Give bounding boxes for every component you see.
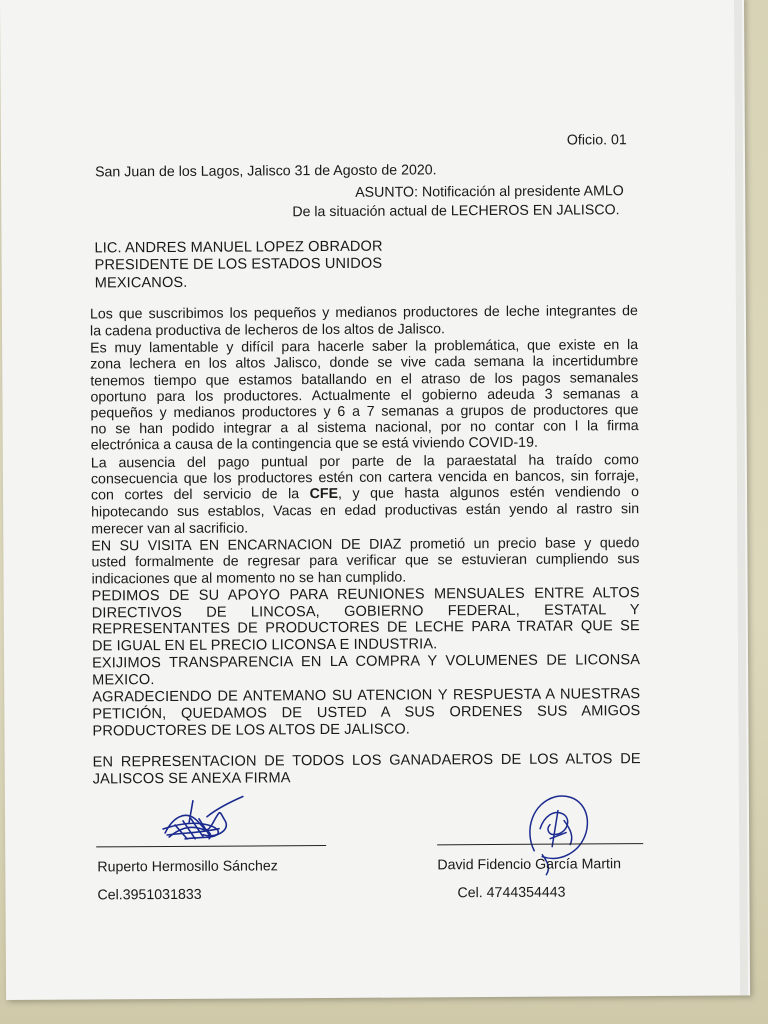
body-line: consecuencia que los productores estén con cartera vencida en bancos, sin forraje, — [90, 468, 639, 488]
place-date: San Juan de los Lagos, Jalisco 31 de Agosto de 2020. — [95, 162, 437, 181]
signatory-right-name: David Fidencio García Martin — [437, 856, 622, 874]
body-line: indicaciones que al momento no se han cumplido. — [91, 569, 407, 588]
body-line: DIRECTIVOS DE LINCOSA, GOBIERNO FEDERAL, ESTATAL Y — [91, 602, 640, 622]
signature-left — [155, 788, 250, 849]
body-line: zona lechera en los altos Jalisco, donde se vive cada semana la incertidumbre — [90, 353, 639, 373]
body-line: la cadena productiva de lecheros de los altos de Jalisco. — [89, 321, 445, 340]
body-line: REPRESENTANTES DE PRODUCTORES DE LECHE PARA TRATAR QUE SE — [91, 618, 640, 638]
body-line: tenemos tiempo que estamos batallando en el atraso de los pagos semanales — [90, 370, 639, 390]
body-line: EN SU VISITA EN ENCARNACION DE DIAZ prometió un precio base y quedo — [91, 535, 640, 555]
recipient-name: LIC. ANDRES MANUEL LOPEZ OBRADOR — [94, 238, 383, 257]
body-line: PETICIÓN, QUEDAMOS DE USTED A SUS ORDENES SUS AMIGOS — [92, 703, 641, 723]
signatory-right-phone: Cel. 4744354443 — [457, 884, 566, 902]
body-line: no se han podido integrar a al sistema nacional, por no contar con l la firma — [90, 418, 639, 438]
recipient-title-2: MEXICANOS. — [94, 274, 188, 292]
body-line: Es muy lamentable y difícil para hacerle saber la problemática, que existe en la — [90, 337, 639, 357]
body-line: pequeños y medianos productores y 6 a 7 semanas a grupos de productores que — [90, 402, 639, 422]
signatory-left-phone: Cel.3951031833 — [97, 886, 202, 904]
body-line: Los que suscribimos los pequeños y medianos productores de leche integrantes de — [89, 303, 638, 323]
body-line: merecer van al sacrificio. — [91, 520, 249, 538]
body-line: electrónica a causa de la contingencia que se está viviendo COVID-19. — [90, 434, 538, 454]
cfe-emphasis: CFE — [309, 485, 339, 503]
body-line: MEXICO. — [92, 672, 155, 689]
body-line: AGRADECIENDO DE ANTEMANO SU ATENCION Y RESPUESTA A NUESTRAS — [92, 686, 641, 706]
body-line: EXIJIMOS TRANSPARENCIA EN LA COMPRA Y VOLUMENES DE LICONSA — [92, 652, 641, 672]
body-line: PEDIMOS DE SU APOYO PARA REUNIONES MENSUALES ENTRE ALTOS — [91, 585, 640, 605]
subject-line-2: De la situación actual de LECHEROS EN JALISCO. — [292, 202, 620, 221]
recipient-title-1: PRESIDENTE DE LOS ESTADOS UNIDOS — [94, 255, 383, 274]
body-line: PRODUCTORES DE LOS ALTOS DE JALISCO. — [92, 721, 410, 740]
body-text: con cortes del servicio de la — [90, 486, 310, 504]
body-line: La ausencia del pago puntual por parte de la paraestatal ha traído como — [90, 452, 639, 472]
body-line: DE IGUAL EN EL PRECIO LICONSA E INDUSTRIA. — [91, 636, 438, 655]
body-line: usted formalmente de regresar para verificar que se estuvieran cumpliendo sus — [91, 551, 640, 571]
reference-number: Oficio. 01 — [566, 132, 627, 149]
body-line: oportuno para los productores. Actualmente el gobierno adeuda 3 semanas a — [90, 386, 639, 406]
body-text: , y que hasta algunos estén vendiendo o — [337, 484, 640, 502]
body-line: EN REPRESENTACION DE TODOS LOS GANADAEROS DE LOS ALTOS DE — [92, 751, 641, 771]
body-line: JALISCOS SE ANEXA FIRMA — [92, 770, 291, 788]
body-line: hipotecando sus establos, Vacas en edad productivas están yendo al rastro sin — [91, 501, 640, 521]
subject-line-1: ASUNTO: Notificación al presidente AMLO — [355, 183, 624, 201]
signatory-left-name: Ruperto Hermosillo Sánchez — [97, 858, 278, 876]
